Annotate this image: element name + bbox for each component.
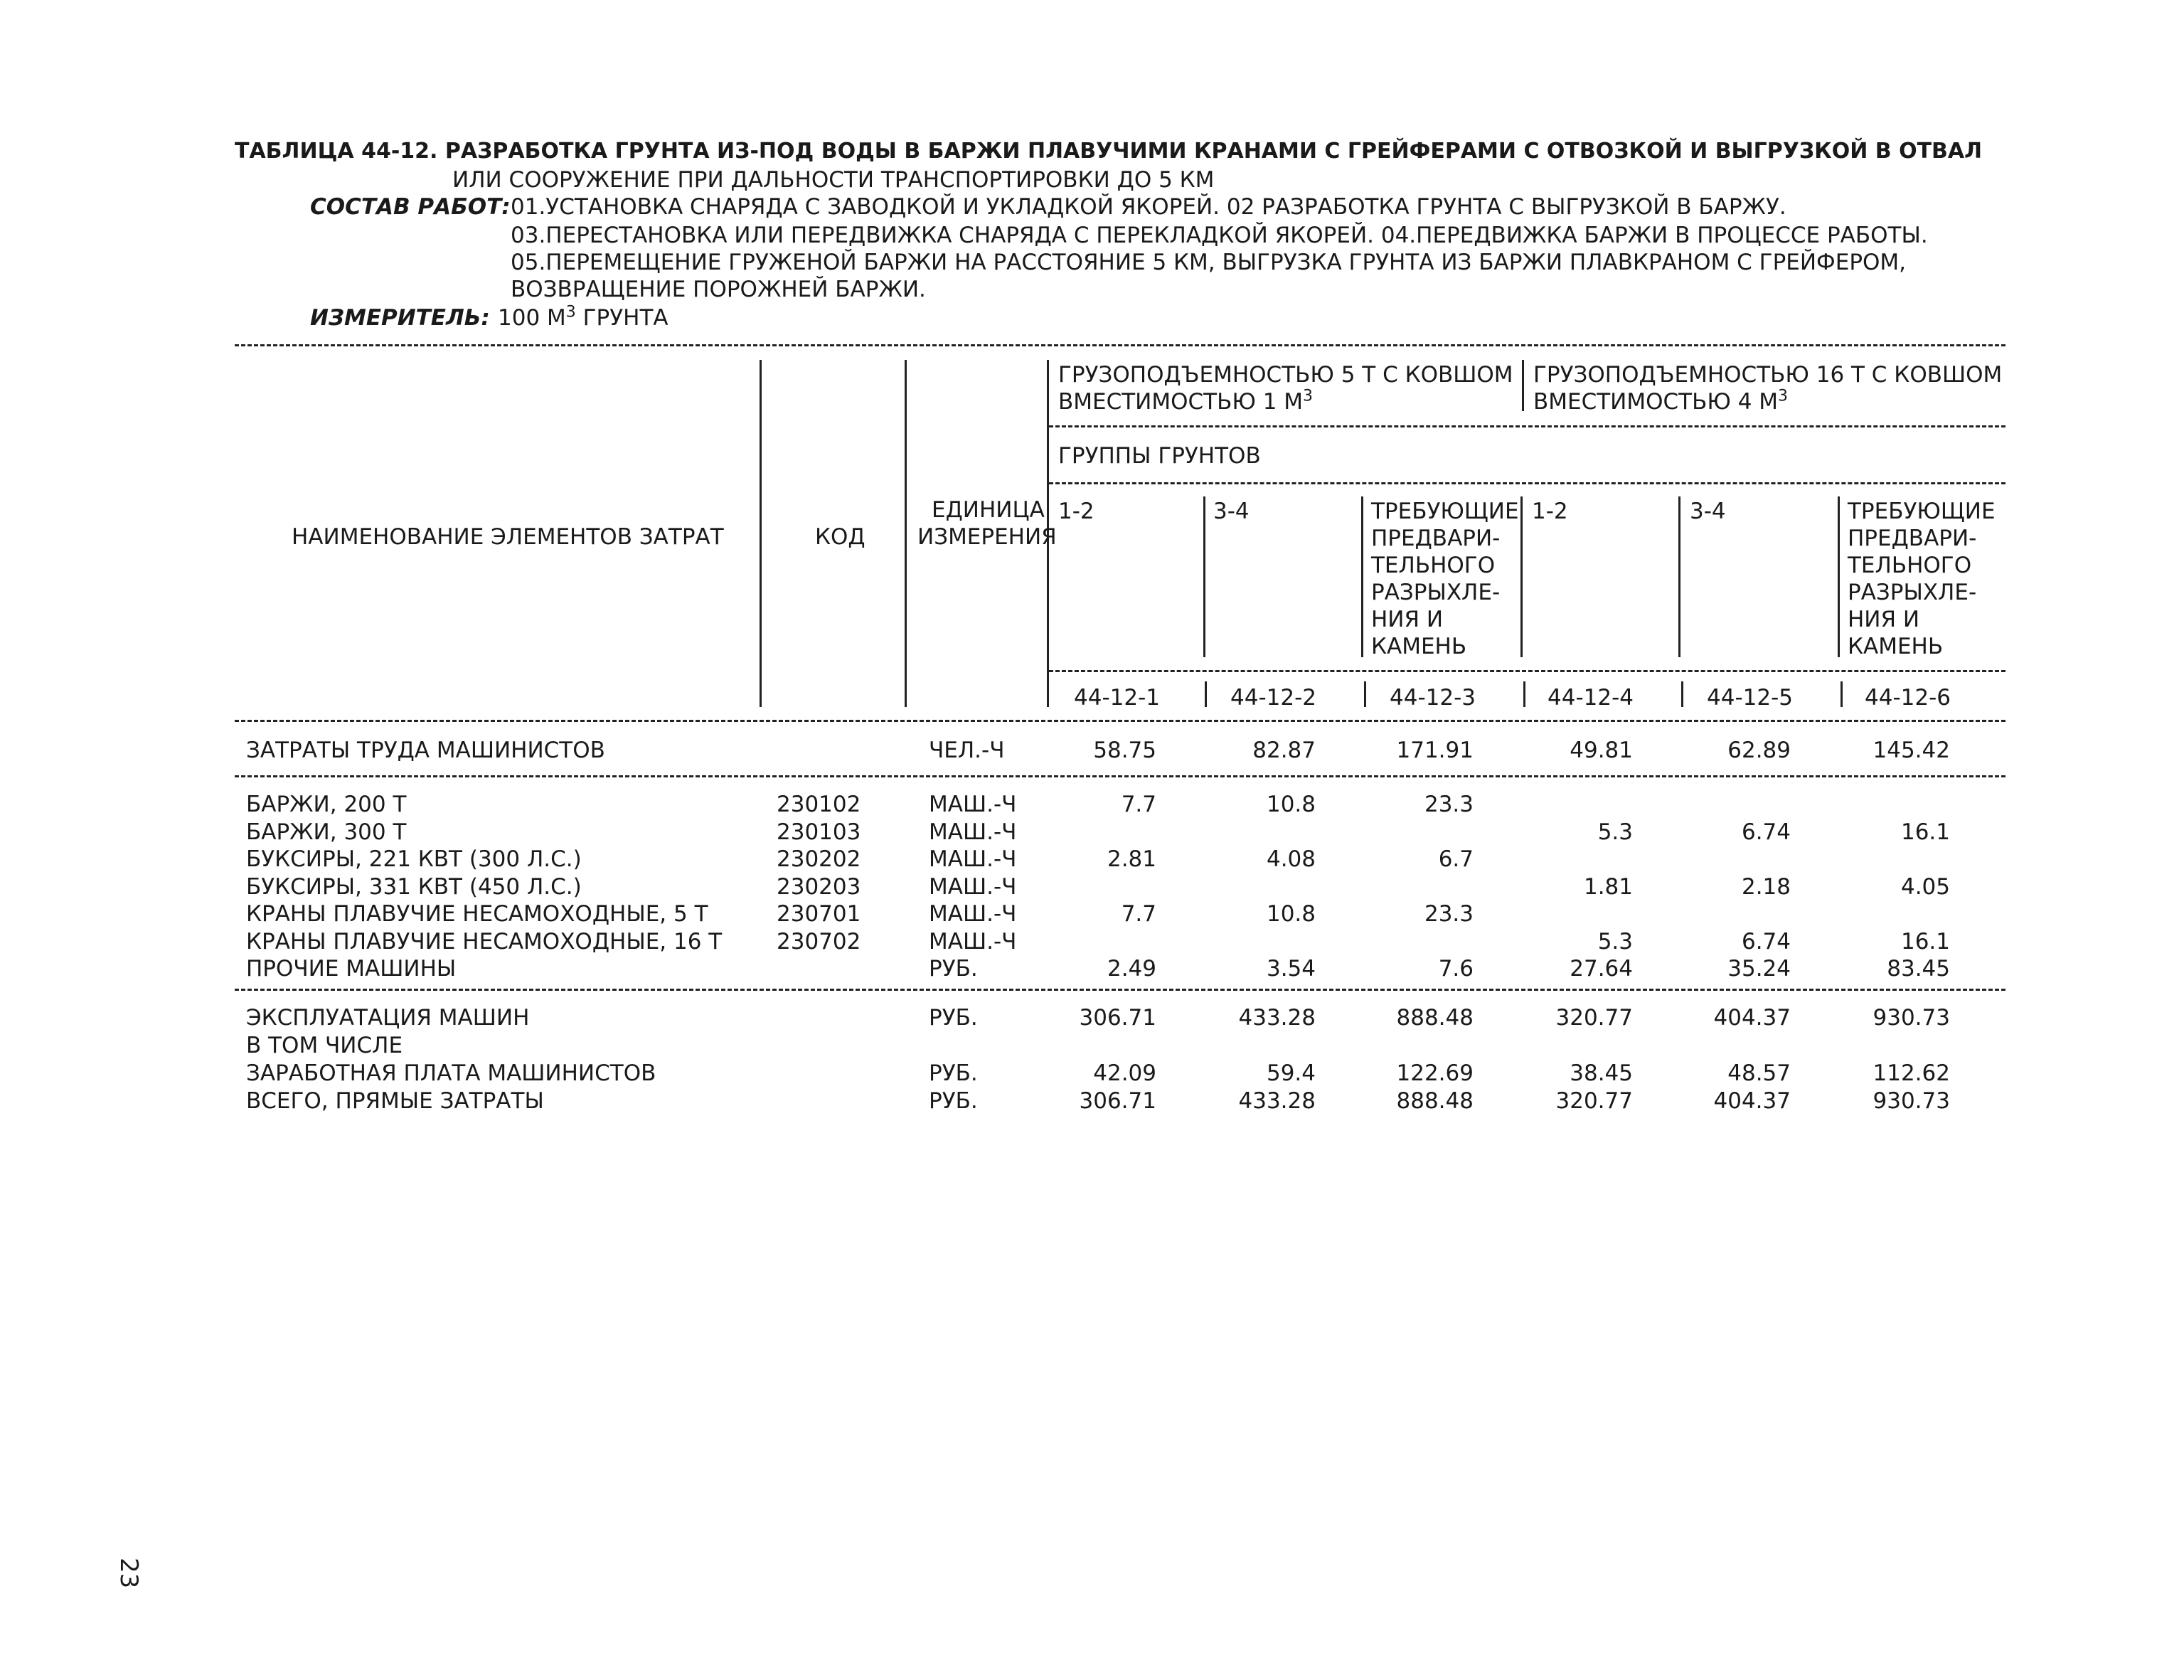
table-row-value: 16.1	[1900, 819, 1950, 845]
table-row-value: 888.48	[1396, 1005, 1474, 1031]
table-row-value: 433.28	[1238, 1088, 1316, 1114]
header-req-b	[1848, 498, 1996, 660]
table-row-value: 2.18	[1741, 873, 1791, 900]
vbar-code6	[1841, 681, 1843, 707]
rule-top	[235, 344, 2005, 346]
table-row-value: 23.3	[1424, 901, 1474, 927]
table-row-value: 888.48	[1396, 1088, 1474, 1114]
table-row-name: БАРЖИ, 300 Т	[246, 819, 407, 845]
table-row-value: 6.74	[1741, 819, 1791, 845]
header-group-a-1: ГРУЗОПОДЪЕМНОСТЬЮ 5 Т С КОВШОМ	[1058, 362, 1513, 388]
measure-label: ИЗМЕРИТЕЛЬ:	[310, 305, 490, 331]
rule-header-c	[1049, 670, 2005, 672]
labor-v4: 49.81	[1570, 738, 1633, 763]
table-row-name: БУКСИРЫ, 331 КВТ (450 Л.С.)	[246, 873, 582, 900]
table-row-name: КРАНЫ ПЛАВУЧИЕ НЕСАМОХОДНЫЕ, 5 Т	[246, 901, 708, 927]
vbar-group-b	[1522, 360, 1524, 411]
table-row-value: 2.81	[1107, 846, 1156, 872]
table-row-code: 230203	[777, 873, 861, 900]
table-row-value: 38.45	[1570, 1060, 1633, 1086]
work-line-2: 03.ПЕРЕСТАНОВКА ИЛИ ПЕРЕДВИЖКА СНАРЯДА С ПЕРЕКЛАДКОЙ ЯКОРЕЙ. 04.ПЕРЕДВИЖКА БАРЖИ В ПРОЦЕССЕ РАБОТЫ.	[511, 223, 1928, 248]
req-b-2: ПРЕДВАРИ-	[1848, 526, 1977, 551]
header-g12-b: 1-2	[1532, 499, 1568, 524]
table-row-value: 83.45	[1887, 956, 1950, 982]
vbar-name	[760, 360, 762, 707]
work-label: СОСТАВ РАБОТ:	[310, 194, 511, 220]
labor-name: ЗАТРАТЫ ТРУДА МАШИНИСТОВ	[246, 738, 605, 763]
table-row-value: 7.7	[1121, 901, 1156, 927]
table-row-value: 122.69	[1396, 1060, 1474, 1086]
header-code-3: 44-12-3	[1390, 685, 1476, 711]
vbar-reqb	[1838, 496, 1840, 657]
labor-v2: 82.87	[1252, 738, 1316, 763]
measure-amount: 100 М	[498, 305, 566, 331]
rule-labor-end	[235, 775, 2005, 777]
table-row-name: В ТОМ ЧИСЛЕ	[246, 1033, 403, 1058]
vbar-code2	[1205, 681, 1207, 707]
header-code-1: 44-12-1	[1074, 685, 1160, 711]
rule-header-a	[1049, 425, 2005, 427]
table-row-code: 230103	[777, 819, 861, 845]
header-req-a	[1371, 498, 1519, 660]
header-group-a-2	[1058, 388, 1313, 415]
table-row-unit: МАШ.-Ч	[929, 846, 1017, 872]
table-row-value: 404.37	[1713, 1005, 1791, 1031]
table-title: ТАБЛИЦА 44-12. РАЗРАБОТКА ГРУНТА ИЗ-ПОД ВОДЫ В БАРЖИ ПЛАВУЧИМИ КРАНАМИ С ГРЕЙФЕРАМИ С ОТВОЗКОЙ И ВЫГРУЗКОЙ В ОТВАЛ	[235, 139, 1983, 164]
labor-v1: 58.75	[1093, 738, 1156, 763]
table-row-unit: МАШ.-Ч	[929, 792, 1017, 817]
table-row-unit: МАШ.-Ч	[929, 928, 1017, 955]
table-row-value: 433.28	[1238, 1005, 1316, 1031]
table-row-name: БУКСИРЫ, 221 КВТ (300 Л.С.)	[246, 846, 582, 872]
table-row-value: 4.08	[1266, 846, 1316, 872]
table-row-value: 930.73	[1873, 1005, 1950, 1031]
table-row-value: 7.6	[1438, 956, 1474, 982]
group-a-cap: ВМЕСТИМОСТЬЮ 1 М	[1058, 389, 1304, 415]
table-row-code: 230102	[777, 792, 861, 817]
table-row-unit: РУБ.	[929, 956, 978, 982]
group-b-cap: ВМЕСТИМОСТЬЮ 4 М	[1533, 389, 1779, 415]
header-code-2: 44-12-2	[1230, 685, 1316, 711]
table-row-name: ЗАРАБОТНАЯ ПЛАТА МАШИНИСТОВ	[246, 1060, 656, 1086]
header-soils: ГРУППЫ ГРУНТОВ	[1058, 443, 1261, 469]
req-a-6: КАМЕНЬ	[1371, 634, 1467, 659]
table-row-unit: МАШ.-Ч	[929, 819, 1017, 845]
table-row-unit: МАШ.-Ч	[929, 901, 1017, 927]
req-b-5: НИЯ И	[1848, 607, 1920, 632]
table-row-name: ВСЕГО, ПРЯМЫЕ ЗАТРАТЫ	[246, 1088, 544, 1114]
labor-v3: 171.91	[1396, 738, 1474, 763]
table-row-name: КРАНЫ ПЛАВУЧИЕ НЕСАМОХОДНЫЕ, 16 Т	[246, 928, 723, 955]
table-row-value: 320.77	[1555, 1005, 1633, 1031]
table-row-value: 930.73	[1873, 1088, 1950, 1114]
table-row-value: 42.09	[1093, 1060, 1156, 1086]
measure-value	[498, 304, 668, 331]
table-row-name: ЭКСПЛУАТАЦИЯ МАШИН	[246, 1005, 530, 1031]
table-row-value: 4.05	[1900, 873, 1950, 900]
labor-unit: ЧЕЛ.-Ч	[929, 738, 1005, 763]
header-unit-1: ЕДИНИЦА	[932, 497, 1045, 523]
header-unit-2: ИЗМЕРЕНИЯ	[917, 524, 1057, 550]
rule-machines-end	[235, 989, 2005, 991]
labor-v6: 145.42	[1873, 738, 1950, 763]
table-row-value: 6.74	[1741, 928, 1791, 955]
header-code-6: 44-12-6	[1865, 685, 1951, 711]
table-row-code: 230702	[777, 928, 861, 955]
table-row-value: 10.8	[1266, 901, 1316, 927]
vbar-code	[905, 360, 907, 707]
table-row-value: 16.1	[1900, 928, 1950, 955]
req-a-3: ТЕЛЬНОГО	[1371, 553, 1496, 578]
table-row-value: 2.49	[1107, 956, 1156, 982]
table-row-value: 7.7	[1121, 792, 1156, 817]
table-row-value: 23.3	[1424, 792, 1474, 817]
measure-unit: ГРУНТА	[582, 305, 668, 331]
req-b-3: ТЕЛЬНОГО	[1848, 553, 1972, 578]
measure-sup: 3	[565, 303, 576, 321]
work-line-4: ВОЗВРАЩЕНИЕ ПОРОЖНЕЙ БАРЖИ.	[511, 277, 926, 302]
work-line-3: 05.ПЕРЕМЕЩЕНИЕ ГРУЖЕНОЙ БАРЖИ НА РАССТОЯНИЕ 5 КМ, ВЫГРУЗКА ГРУНТА ИЗ БАРЖИ ПЛАВКРАНОМ С ГРЕЙФЕРОМ,	[511, 250, 1907, 275]
req-b-1: ТРЕБУЮЩИЕ	[1848, 499, 1996, 524]
header-code: КОД	[815, 524, 865, 550]
vbar-g12b	[1520, 496, 1523, 657]
table-row-value: 10.8	[1266, 792, 1316, 817]
table-row-value: 5.3	[1597, 819, 1633, 845]
table-row-unit: РУБ.	[929, 1005, 978, 1031]
table-row-value: 112.62	[1873, 1060, 1950, 1086]
header-code-4: 44-12-4	[1548, 685, 1634, 711]
table-row-name: БАРЖИ, 200 Т	[246, 792, 407, 817]
table-title-cont: ИЛИ СООРУЖЕНИЕ ПРИ ДАЛЬНОСТИ ТРАНСПОРТИРОВКИ ДО 5 КМ	[452, 167, 1215, 193]
req-b-4: РАЗРЫХЛЕ-	[1848, 580, 1977, 605]
table-row-unit: РУБ.	[929, 1060, 978, 1086]
vbar-code3	[1364, 681, 1366, 707]
header-g12-a: 1-2	[1058, 499, 1094, 524]
table-row-value: 306.71	[1079, 1005, 1156, 1031]
vbar-code4	[1523, 681, 1525, 707]
work-line-1: 01.УСТАНОВКА СНАРЯДА С ЗАВОДКОЙ И УКЛАДКОЙ ЯКОРЕЙ. 02 РАЗРАБОТКА ГРУНТА С ВЫГРУЗКОЙ В БАРЖУ.	[511, 194, 1786, 220]
table-row-value: 35.24	[1727, 956, 1791, 982]
table-row-value: 306.71	[1079, 1088, 1156, 1114]
header-code-5: 44-12-5	[1707, 685, 1793, 711]
vbar-code5	[1681, 681, 1683, 707]
req-b-6: КАМЕНЬ	[1848, 634, 1944, 659]
table-row-unit: РУБ.	[929, 1088, 978, 1114]
req-a-4: РАЗРЫХЛЕ-	[1371, 580, 1501, 605]
table-row-value: 27.64	[1570, 956, 1633, 982]
table-row-value: 48.57	[1727, 1060, 1791, 1086]
table-row-code: 230701	[777, 901, 861, 927]
header-name: НАИМЕНОВАНИЕ ЭЛЕМЕНТОВ ЗАТРАТ	[292, 524, 724, 550]
table-row-value: 3.54	[1266, 956, 1316, 982]
req-a-1: ТРЕБУЮЩИЕ	[1371, 499, 1519, 524]
req-a-5: НИЯ И	[1371, 607, 1444, 632]
table-row-value: 1.81	[1583, 873, 1633, 900]
table-row-value: 6.7	[1438, 846, 1474, 872]
table-row-unit: МАШ.-Ч	[929, 873, 1017, 900]
header-group-b-2	[1533, 388, 1788, 415]
table-row-value: 404.37	[1713, 1088, 1791, 1114]
rule-header-b	[1049, 482, 2005, 484]
group-a-sup: 3	[1303, 387, 1314, 405]
page-number: 23	[114, 1558, 143, 1589]
group-b-sup: 3	[1778, 387, 1789, 405]
header-g34-a: 3-4	[1213, 499, 1250, 524]
req-a-2: ПРЕДВАРИ-	[1371, 526, 1501, 551]
table-row-value: 320.77	[1555, 1088, 1633, 1114]
vbar-g34b	[1678, 496, 1680, 657]
table-row-value: 5.3	[1597, 928, 1633, 955]
table-row-name: ПРОЧИЕ МАШИНЫ	[246, 956, 457, 982]
table-row-code: 230202	[777, 846, 861, 872]
vbar-reqa	[1361, 496, 1363, 657]
rule-header-end	[235, 720, 2005, 722]
vbar-g34a	[1203, 496, 1205, 657]
header-g34-b: 3-4	[1690, 499, 1726, 524]
header-group-b-1: ГРУЗОПОДЪЕМНОСТЬЮ 16 Т С КОВШОМ	[1533, 362, 2003, 388]
labor-v5: 62.89	[1727, 738, 1791, 763]
table-row-value: 59.4	[1266, 1060, 1316, 1086]
